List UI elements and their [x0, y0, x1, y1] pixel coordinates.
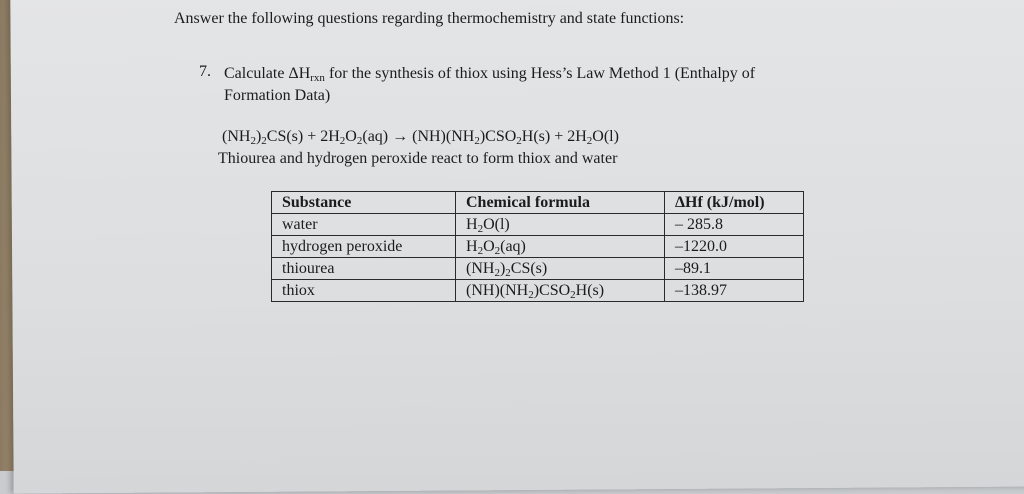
- question-line1-prefix: Calculate ΔH: [224, 65, 311, 82]
- table-row: [272, 258, 804, 280]
- question-number: 7.: [199, 63, 211, 80]
- cell-dhf: –138.97: [665, 280, 804, 302]
- cell-substance: water: [272, 214, 456, 236]
- question-line1-suffix: for the synthesis of thiox using Hess’s Law Method 1 (Enthalpy of: [324, 65, 756, 82]
- header-formula: Chemical formula: [456, 192, 665, 214]
- enthalpy-table: [271, 191, 804, 302]
- reaction-equation: $(NH_2)_2CS(s) + 2H_2O_2(aq) \to (NH)(NH_2)CSO_2H(s) + 2H_2O(l)$: [222, 128, 619, 147]
- header-substance: Substance: [272, 192, 456, 214]
- cell-dhf: –89.1: [665, 258, 804, 280]
- reaction-description: Thiourea and hydrogen peroxide react to form thiox and water: [218, 150, 618, 167]
- question-line2: Formation Data): [224, 87, 331, 104]
- instructions-header: Answer the following questions regarding thermochemistry and state functions:: [174, 10, 685, 27]
- cell-substance: thiox: [272, 280, 456, 302]
- cell-formula: $(NH)(NH_2)CSO_2H(s)$: [456, 280, 665, 302]
- cell-substance: hydrogen peroxide: [272, 236, 456, 258]
- table-row: [272, 280, 804, 302]
- table-header-row: [272, 192, 804, 214]
- cell-formula: $(NH_2)_2CS(s)$: [456, 258, 665, 280]
- header-dhf: ΔHf (kJ/mol): [665, 192, 804, 214]
- cell-formula: $H_2O(l)$: [456, 214, 665, 236]
- table-row: [272, 214, 804, 236]
- cell-dhf: –1220.0: [665, 236, 804, 258]
- question-text: [224, 63, 755, 107]
- table-row: [272, 236, 804, 258]
- cell-dhf: – 285.8: [665, 214, 804, 236]
- cell-substance: thiourea: [272, 258, 456, 280]
- cell-formula: $H_2O_2(aq)$: [456, 236, 665, 258]
- rxn-subscript: rxn: [310, 72, 325, 84]
